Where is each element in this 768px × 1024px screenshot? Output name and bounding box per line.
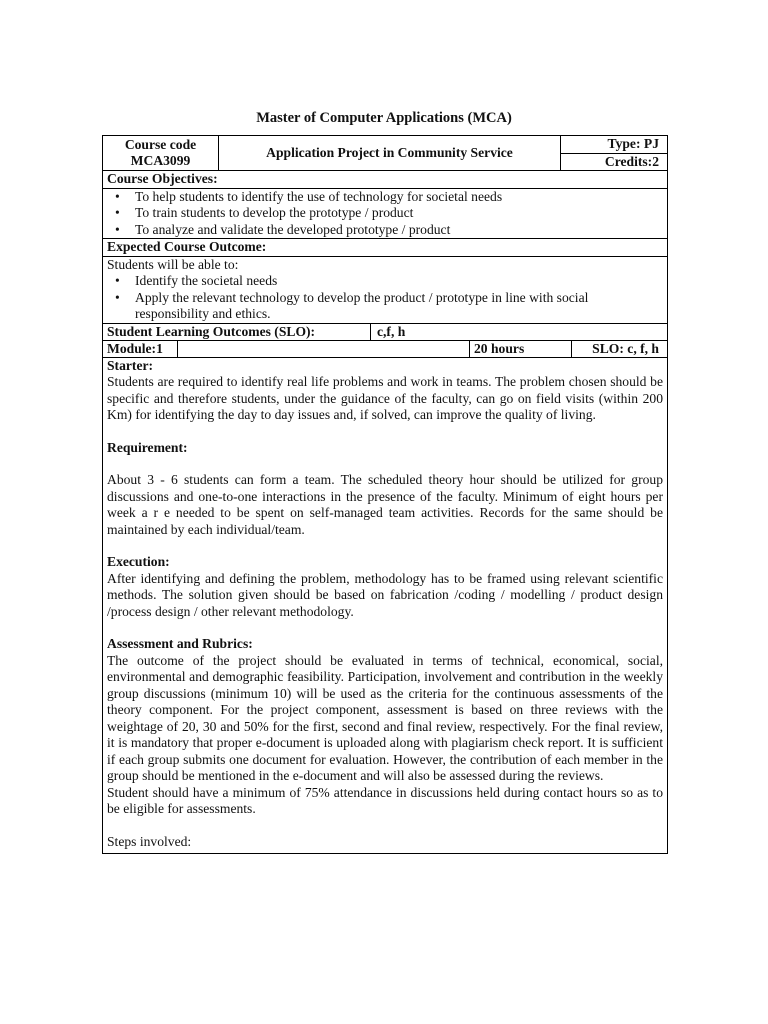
slo-label: Student Learning Outcomes (SLO):: [103, 324, 371, 340]
objectives-list-cell: [103, 188, 667, 239]
course-code-label: Course code: [124, 136, 197, 152]
course-type: Type: PJ: [607, 136, 659, 151]
objectives-heading: Course Objectives:: [103, 170, 667, 188]
requirement-heading: Requirement:: [107, 439, 188, 455]
module-label: Module:1: [103, 341, 178, 357]
module-row: [103, 340, 667, 357]
course-code-cell: [103, 136, 219, 170]
slo-value: c,f, h: [377, 323, 406, 339]
module-title-cell: [178, 341, 470, 357]
outcome-intro: Students will be able to:: [107, 256, 239, 272]
list-item: • Identify the societal needs: [107, 273, 663, 290]
objectives-list: [107, 189, 663, 239]
outcome-list: [107, 273, 663, 323]
module-hours: 20 hours: [470, 341, 572, 357]
requirement-text: About 3 - 6 students can form a team. The scheduled theory hour should be utilized for group discussions and one-to-one interactions in the presence of the faculty. Minimum of eight hours per week a r e needed to be spent on self-managed team activities. Records for the same should be maintained by each individual/team.: [107, 472, 663, 537]
module-slo: SLO: c, f, h: [592, 340, 659, 356]
steps-text: Steps involved:: [107, 833, 192, 849]
starter-text: Students are required to identify real life problems and work in teams. The problem chosen should be specific and therefore students, under the guidance of the faculty, can go on field visits (within 200 Km) for identifying the day to day issues and, if solved, can improve the quality of living.: [107, 374, 663, 422]
course-code: MCA3099: [130, 153, 191, 168]
course-title: Application Project in Community Service: [219, 136, 561, 170]
list-item: • Apply the relevant technology to develop the product / prototype in line with social responsibility and ethics.: [107, 290, 663, 323]
starter-heading: Starter:: [107, 357, 154, 373]
course-header-row: [103, 136, 667, 170]
outcome-cell: [103, 256, 667, 323]
execution-heading: Execution:: [107, 554, 170, 569]
list-item: • To train students to develop the prototype / product: [107, 205, 663, 222]
execution-text: After identifying and defining the problem, methodology has to be framed using relevant scientific methods. The solution given should be based on fabrication /coding / modelling / product design /process design / other relevant methodology.: [107, 570, 663, 619]
attendance-text: Student should have a minimum of 75% attendance in discussions held during contact hours so as to be eligible for assessments.: [107, 784, 663, 816]
module-content: [103, 357, 667, 854]
page-title: Master of Computer Applications (MCA): [256, 110, 512, 126]
assessment-text: The outcome of the project should be evaluated in terms of technical, economical, social, environmental and demographic feasibility. Participation, involvement and contribution in the weekly group discussions (minimum 10) will be used as the criteria for the continuous assessments of the theory component. For the project component, assessment is based on three reviews with the weightage of 20, 30 and 50% for the first, second and final review, respectively. For the final review, it is mandatory that proper e-document is uploaded along with plagiarism check report. It is sufficient if each group submits one document for evaluation. However, the contribution of each member in the group should be mentioned in the e-document and will also be assessed during the reviews.: [107, 652, 663, 783]
list-item: • To analyze and validate the developed prototype / product: [107, 222, 663, 239]
outcome-heading: Expected Course Outcome:: [103, 238, 667, 256]
assessment-heading: Assessment and Rubrics:: [107, 636, 253, 651]
course-meta-cell: [561, 136, 667, 170]
list-item: • To help students to identify the use of technology for societal needs: [107, 189, 663, 206]
syllabus-table: [102, 135, 668, 854]
course-credits: Credits:2: [561, 153, 667, 171]
slo-row: [103, 323, 667, 340]
